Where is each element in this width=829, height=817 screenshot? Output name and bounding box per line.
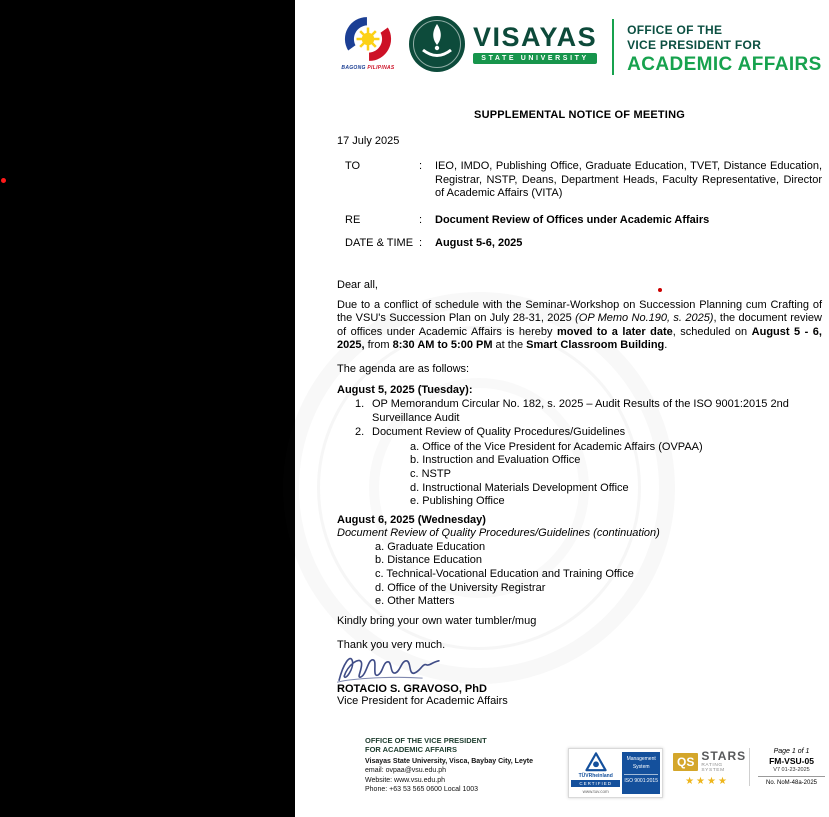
- agenda-item: [355, 426, 822, 440]
- footer-address: Visayas State University, Visca, Baybay City, Leyte: [365, 757, 533, 765]
- notice-number: No. NoM-48a-2025: [765, 780, 818, 786]
- agenda-subitem: d. Instructional Materials Development Office: [410, 481, 629, 494]
- form-code: FM-VSU-05: [769, 756, 814, 766]
- vsu-wordmark: [473, 13, 597, 64]
- to-value: IEO, IMDO, Publishing Office, Graduate Education, TVET, Distance Education, Registrar, NSTP, Deans, Department Heads, Faculty Representative, Director of Academic Affairs (VITA): [435, 160, 822, 199]
- para-segment: at the: [492, 339, 527, 351]
- document-date: 17 July 2025: [337, 135, 400, 147]
- qs-stars-header: [673, 749, 747, 773]
- signatory-title: Vice President for Academic Affairs: [337, 694, 508, 707]
- agenda-item-text: OP Memorandum Circular No. 182, s. 2025 – Audit Results of the ISO 9001:2015 2nd Surveillance Audit: [372, 398, 789, 424]
- para-segment: .: [664, 339, 668, 351]
- vsu-wordmark-text: VISAYAS: [473, 22, 598, 52]
- agenda-subitem: b. Distance Education: [375, 554, 483, 567]
- footer-email: email: ovpaa@vsu.edu.ph: [365, 767, 447, 775]
- para-segment-italic: (OP Memo No.190, s. 2025): [575, 312, 714, 324]
- agenda-subitem: c. Technical-Vocational Education and Training Office: [375, 568, 634, 581]
- page-footer: [295, 736, 829, 798]
- red-dot-marker-body: [658, 288, 662, 292]
- agenda-subitem: e. Publishing Office: [410, 495, 505, 508]
- datetime-value: August 5-6, 2025: [435, 237, 523, 249]
- qs-star-icons: ★★★★: [685, 776, 729, 787]
- re-label: RE: [345, 213, 361, 226]
- form-version: V7 01-23-2025: [773, 767, 810, 773]
- body-paragraph: [337, 299, 822, 353]
- tuv-triangle-icon: [585, 752, 607, 772]
- tuv-brand-text: TÜVRheinland: [578, 773, 613, 779]
- agenda-item: [355, 398, 822, 425]
- to-row: [337, 160, 822, 201]
- letterhead: [340, 13, 822, 85]
- bp-word-2: PILIPINAS: [367, 65, 395, 71]
- agenda-day2-heading: August 6, 2025 (Wednesday): [337, 513, 486, 526]
- footer-contact-block: [365, 736, 560, 795]
- red-dot-marker-left: [1, 178, 6, 183]
- datetime-label: DATE & TIME: [345, 237, 414, 249]
- document-control-block: [749, 748, 827, 786]
- tuv-system-line-1: Management: [626, 756, 656, 762]
- signature-ink: [333, 647, 445, 693]
- document-title: SUPPLEMENTAL NOTICE OF MEETING: [474, 109, 685, 121]
- re-colon: :: [419, 213, 423, 226]
- agenda-day1-heading: August 5, 2025 (Tuesday):: [337, 383, 473, 396]
- vsu-seal-logo: [408, 15, 466, 73]
- agenda-subitem: d. Office of the University Registrar: [375, 581, 546, 594]
- agenda-day2-subheading: Document Review of Quality Procedures/Guidelines (continuation): [337, 527, 660, 540]
- re-value: Document Review of Offices under Academic Affairs: [435, 213, 710, 226]
- memo-page: [295, 0, 829, 817]
- agenda-subitem: e. Other Matters: [375, 595, 455, 608]
- para-segment-bold: August 5 - 6, 2025,: [337, 325, 822, 351]
- para-segment: , the document review of offices under Academic Affairs is hereby: [337, 312, 822, 338]
- signatory-name: ROTACIO S. GRAVOSO, PhD: [337, 682, 487, 695]
- bp-word-1: BAGONG: [341, 65, 366, 71]
- tuv-iso-label: ISO 9001:2015: [624, 774, 658, 786]
- para-segment: Due to a conflict of schedule with the Seminar-Workshop on Succession Planning cum Crafting of the VSU's Succession Plan on July 28-31, 2025: [337, 298, 822, 324]
- agenda-item-text: Document Review of Quality Procedures/Guidelines: [372, 426, 626, 439]
- qs-stars-mark: [673, 749, 747, 787]
- footer-office-line-1: OFFICE OF THE VICE PRESIDENT: [365, 736, 487, 745]
- qs-rating-label: RATING SYSTEM: [701, 763, 725, 773]
- qs-logo: QS: [673, 753, 698, 771]
- closing-line: Thank you very much.: [337, 638, 446, 651]
- re-row: [337, 214, 822, 228]
- datetime-row: [337, 237, 822, 251]
- qs-stars-label: STARS: [701, 749, 747, 763]
- divider-line: [758, 776, 825, 777]
- to-colon: :: [419, 160, 423, 172]
- datetime-colon: :: [419, 237, 423, 249]
- bagong-pilipinas-caption: [340, 65, 396, 71]
- agenda-subitem: c. NSTP: [410, 467, 451, 480]
- para-segment: from: [364, 339, 393, 351]
- footer-website: Website: www.vsu.edu.ph: [365, 776, 446, 784]
- signature: [337, 653, 822, 683]
- header-divider: [612, 19, 614, 75]
- footer-phone: Phone: +63 53 565 0600 Local 1003: [365, 786, 479, 794]
- office-line-2: VICE PRESIDENT FOR: [627, 38, 762, 52]
- reminder-note: Kindly bring your own water tumbler/mug: [337, 614, 537, 627]
- agenda-item-number: 2.: [355, 426, 365, 439]
- tuv-left-panel: [571, 752, 620, 794]
- memo-content: [295, 13, 829, 707]
- salutation: Dear all,: [337, 278, 378, 291]
- agenda-subitem: b. Instruction and Evaluation Office: [410, 454, 581, 467]
- para-segment-bold: moved to a later date: [556, 325, 673, 338]
- bagong-pilipinas-logo: [340, 13, 396, 71]
- tuv-certified-label: CERTIFIED: [571, 780, 620, 787]
- agenda-subitem: a. Office of the Vice President for Academic Affairs (OVPAA): [410, 440, 703, 453]
- office-line-1: OFFICE OF THE: [627, 23, 723, 37]
- bagong-pilipinas-icon: [344, 15, 392, 63]
- vsu-wordmark-subtext: STATE UNIVERSITY: [473, 53, 597, 64]
- page-count: Page 1 of 1: [773, 748, 810, 755]
- para-segment: , scheduled on: [672, 325, 752, 338]
- to-label: TO: [345, 160, 361, 172]
- office-title-block: [627, 13, 822, 74]
- para-segment-bold: Smart Classroom Building: [526, 339, 665, 351]
- qs-text-block: [701, 750, 746, 773]
- tuv-certification-mark: [568, 748, 663, 798]
- agenda-subitem: a. Graduate Education: [375, 540, 486, 553]
- footer-office-line-2: FOR ACADEMIC AFFAIRS: [365, 745, 457, 755]
- agenda-intro: The agenda are as follows:: [337, 362, 470, 375]
- para-segment-bold: 8:30 AM to 5:00 PM: [392, 339, 493, 351]
- tuv-system-line-2: System: [632, 763, 650, 770]
- tuv-system-panel: [622, 752, 660, 794]
- office-line-3: ACADEMIC AFFAIRS: [627, 54, 822, 75]
- tuv-url: www.tuv.com: [582, 789, 609, 794]
- agenda-item-number: 1.: [355, 398, 365, 410]
